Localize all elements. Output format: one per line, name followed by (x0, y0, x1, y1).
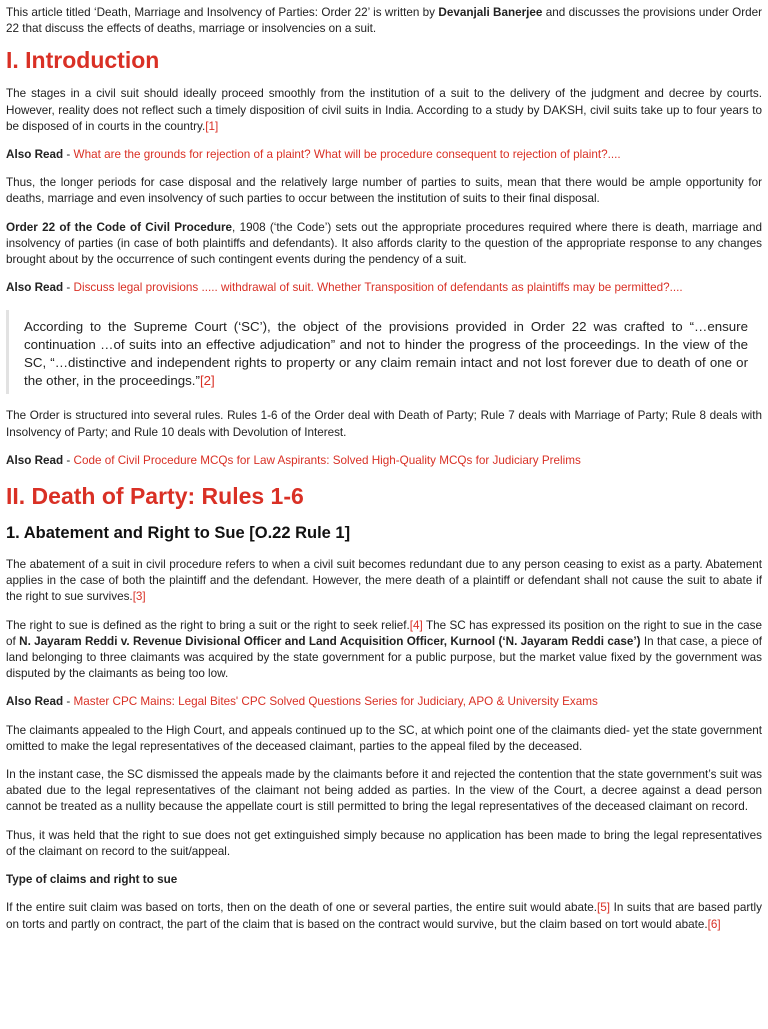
also-read-label: Also Read (6, 453, 64, 467)
blockquote: According to the Supreme Court (‘SC’), the object of the provisions provided in Order 22 was crafted to “…ensure continuation …of suits into an effective adjudication” and not to hinder the progress of the proceedings. In the view of the SC, “…distinctive and independent rights to property or any claim remain intact and not lost forever due to death of one or the other, in the proceedings.”[2] (6, 310, 762, 394)
also-read-label: Also Read (6, 281, 64, 295)
footnote-link[interactable]: [2] (199, 373, 215, 389)
paragraph: The Order is structured into several rules. Rules 1-6 of the Order deal with Death of Party; Rule 7 deals with Marriage of Party; Rule 8 deals with Insolvency of Party; and Rule 10 deals with Devolution of Interest. (6, 409, 762, 439)
intro-paragraph: This article titled ‘Death, Marriage and Insolvency of Parties: Order 22’ is written by Devanjali Banerjee and discusses the provisions under Order 22 that discuss the effects of deaths, marriage or insolvencies on a suit. (6, 6, 763, 36)
paragraph: Thus, the longer periods for case disposal and the relatively large number of parties to suits, mean that there would be ample opportunity for deaths, marriage and even insolvency of such parties to occur between the institution of suits to their final disposal. (6, 176, 762, 206)
paragraph: The claimants appealed to the High Court, and appeals continued up to the SC, at which point one of the claimants died- yet the state government omitted to make the legal representatives of the deceased claimant, parties to the appeal filed by the deceased. (6, 723, 762, 753)
also-read: Also Read - What are the grounds for rejection of a plaint? What will be procedure consequent to rejection of plaint?.... (6, 148, 621, 162)
paragraph: The right to sue is defined as the right to bring a suit or the right to seek relief.[4] The SC has expressed its position on the right to sue in the case of N. Jayaram Reddi v. Revenue Divisional Officer and Land Acquisition Officer, Kurnool (‘N. Jayaram Reddi case’) In that case, a piece of land belonging to three claimants was acquired by the state government for a public purpose, but the market value fixed by the government was disputed by the claimants as being too low. (6, 618, 763, 681)
paragraph: The stages in a civil suit should ideally proceed smoothly from the institution of a suit to the delivery of the judgment and decree by courts. However, reality does not reflect such a timely disposition of civil suits in India. According to a study by DAKSH, civil suits take up to four years to be disposed of in courts in the country.[1] (6, 87, 762, 133)
footnote-link[interactable]: [1] (205, 119, 219, 133)
paragraph: In the instant case, the SC dismissed the appeals made by the claimants before it and rejected the contention that the state government’s suit was abated due to the legal representatives of the claimant not being added as parties. In the view of the Court, a decree against a dead person cannot be treated as a nullity because the appellate court is still permitted to bring the legal representatives of the deceased claimant on record. (6, 768, 762, 814)
paragraph: The abatement of a suit in civil procedure refers to when a civil suit becomes redundant due to any person ceasing to exist as a party. Abatement applies in the case of both the plaintiff and the defendant. However, the mere death of a plaintiff or defendant shall not cause the suit to abate if the right to sue survives.[3] (6, 558, 762, 604)
author-name: Devanjali Banerjee (438, 6, 543, 19)
footnote-link[interactable]: [6] (707, 917, 721, 931)
subheading-abatement: 1. Abatement and Right to Sue [O.22 Rule 1] (6, 524, 351, 543)
also-read-link[interactable]: Code of Civil Procedure MCQs for Law Aspirants: Solved High-Quality MCQs for Judiciary Prelims (73, 453, 581, 467)
also-read: Also Read - Master CPC Mains: Legal Bites' CPC Solved Questions Series for Judiciary, APO & University Exams (6, 695, 598, 709)
paragraph: Thus, it was held that the right to sue does not get extinguished simply because no application has been made to bring the legal representatives of the claimant on record to the suit/appeal. (6, 828, 762, 858)
heading-introduction: I. Introduction (6, 47, 160, 74)
footnote-link[interactable]: [3] (132, 590, 146, 604)
also-read: Also Read - Discuss legal provisions ..... withdrawal of suit. Whether Transposition of defendants as plaintiffs may be permitted?.... (6, 281, 683, 295)
footnote-link[interactable]: [4] (409, 618, 423, 632)
article-body (0, 5, 768, 933)
footnote-link[interactable]: [5] (597, 901, 611, 915)
type-claims-heading: Type of claims and right to sue (6, 873, 178, 887)
also-read-label: Also Read (6, 148, 64, 162)
also-read-label: Also Read (6, 695, 64, 709)
also-read: Also Read - Code of Civil Procedure MCQs for Law Aspirants: Solved High-Quality MCQs for Judiciary Prelims (6, 453, 581, 467)
also-read-link[interactable]: Master CPC Mains: Legal Bites' CPC Solved Questions Series for Judiciary, APO & University Exams (73, 695, 598, 709)
also-read-link[interactable]: Discuss legal provisions ..... withdrawal of suit. Whether Transposition of defendants as plaintiffs may be permitted?.... (73, 281, 683, 295)
paragraph: Order 22 of the Code of Civil Procedure, 1908 (‘the Code’) sets out the appropriate procedures required where there is death, marriage and insolvency of parties (in case of both plaintiffs and defendants). It also affords clarity to the question of the appropriate response to any changes brought about by the occurrence of such contingent events during the pendency of a suit. (6, 220, 762, 267)
also-read-link[interactable]: What are the grounds for rejection of a plaint? What will be procedure consequent to rejection of plaint?.... (73, 148, 621, 162)
heading-death-of-party: II. Death of Party: Rules 1-6 (6, 483, 304, 510)
paragraph: If the entire suit claim was based on torts, then on the death of one or several parties, the entire suit would abate.[5] In suits that are based partly on torts and partly on contract, the part of the claim that is based on the contract would survive, but the claim based on tort would abate.[6] (6, 901, 762, 931)
